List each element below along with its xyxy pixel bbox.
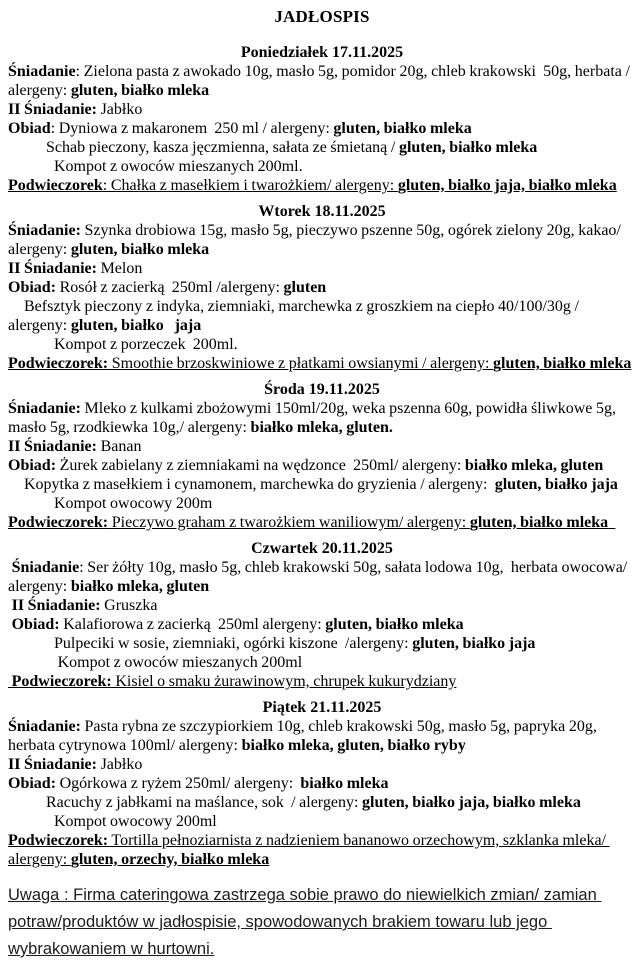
meal-line-text: Jabłko bbox=[96, 101, 143, 118]
meal-line-bold-text: białko mleka, gluten bbox=[70, 578, 210, 595]
meal-line-bold-text: gluten, białko mleka bbox=[325, 616, 464, 633]
meal-line bbox=[8, 354, 636, 373]
day-header: Środa 19.11.2025 bbox=[264, 381, 380, 398]
meal-line-text: Kompot owocowy 200m bbox=[54, 495, 213, 512]
meal-line-text: Kompot z owoców mieszanych 200ml. bbox=[54, 158, 303, 175]
meal-line-text: Melon bbox=[96, 260, 143, 277]
meal-line-bold-text: białko mleka, gluten bbox=[464, 457, 604, 474]
meal-line bbox=[8, 793, 636, 812]
meal-line-bold-text: gluten, białko mleka bbox=[469, 514, 609, 531]
day-section bbox=[8, 698, 636, 869]
day-header: Wtorek 18.11.2025 bbox=[258, 203, 386, 220]
meal-line bbox=[8, 672, 636, 691]
meal-line-text: : Chałka z masełkiem i twarożkiem/ alergeny: bbox=[102, 177, 398, 194]
day-section bbox=[8, 202, 636, 373]
meal-line bbox=[8, 494, 636, 513]
meal-line-text: Racuchy z jabłkami na maślance, sok / alergeny: bbox=[46, 794, 362, 811]
meal-line-text bbox=[608, 514, 615, 531]
meal-line-bold-text: II Śniadanie: bbox=[8, 260, 97, 277]
meal-line-bold-text: gluten, białko mleka bbox=[333, 120, 472, 137]
day-header: Czwartek 20.11.2025 bbox=[251, 540, 393, 557]
meal-line-bold-text: Obiad: bbox=[8, 279, 57, 296]
meal-line-text: : Ser żółty 10g, masło 5g, chleb krakowski 50g, sałata lodowa 10g, herbata owocowa/ alergeny: bbox=[8, 559, 631, 595]
meal-line-bold-text: Śniadanie bbox=[11, 559, 80, 576]
meal-line-bold-text: II Śniadanie: bbox=[8, 101, 97, 118]
meal-line-text: Pasta rybna ze szczypiorkiem 10g, chleb krakowski 50g, masło 5g, papryka 20g, herbata cytrynowa 100ml/ alergeny: bbox=[8, 718, 605, 754]
meal-line-text: Pieczywo graham z twarożkiem waniliowym/ alergeny: bbox=[108, 514, 470, 531]
meal-line bbox=[8, 653, 636, 672]
meal-line-text: Kisiel o smaku żurawinowym, chrupek kukurydziany bbox=[111, 673, 457, 690]
meal-line bbox=[8, 831, 636, 869]
meal-line bbox=[8, 176, 636, 195]
menu-days bbox=[8, 43, 636, 869]
meal-line-bold-text: Obiad bbox=[8, 120, 51, 137]
meal-line-text: Mleko z kulkami zbożowymi 150ml/20g, weka pszenna 60g, powidła śliwkowe 5g, masło 5g, rzodkiewka 10g,/ alergeny: bbox=[8, 400, 620, 436]
meal-line bbox=[8, 774, 636, 793]
meal-line-bold-text: gluten, białko mleka bbox=[70, 241, 210, 258]
meal-line-text: Ogórkowa z ryżem 250ml/ alergeny: bbox=[56, 775, 301, 792]
meal-line bbox=[8, 335, 636, 354]
meal-line-bold-text: Śniadanie bbox=[8, 63, 76, 80]
meal-line bbox=[8, 119, 636, 138]
meal-line-text: Kopytka z masełkiem i cynamonem, marchewka do gryzienia / alergeny: bbox=[24, 476, 495, 493]
day-header: Piątek 21.11.2025 bbox=[262, 699, 382, 716]
meal-line bbox=[8, 278, 636, 297]
meal-line-bold-text: białko mleka, gluten. bbox=[250, 419, 393, 436]
meal-line bbox=[8, 138, 636, 157]
meal-line-text: Tortilla pełnoziarnista z nadzieniem bananowo orzechowym, szklanka mleka/ alergeny: bbox=[8, 832, 610, 868]
meal-line-bold-text: gluten, białko mleka bbox=[70, 82, 210, 99]
meal-line-bold-text: gluten, białko jaja bbox=[70, 317, 202, 334]
meal-line-text: Szynka drobiowa 15g, masło 5g, pieczywo pszenne 50g, ogórek zielony 20g, kakao/ alergeny: bbox=[8, 222, 625, 258]
meal-line-bold-text: gluten, orzechy, białko mleka bbox=[70, 851, 270, 868]
meal-line-bold-text: gluten, białko mleka bbox=[398, 139, 538, 156]
meal-line bbox=[8, 634, 636, 653]
meal-line-bold-text: białko mleka, gluten, białko ryby bbox=[241, 737, 466, 754]
meal-line-bold-text: gluten, białko jaja, białko mleka bbox=[362, 794, 581, 811]
meal-line-text: Kompot owocowy 200ml bbox=[54, 813, 217, 830]
meal-line-bold-text: Podwieczorek: bbox=[8, 514, 109, 531]
meal-line-bold-text: II Śniadanie: bbox=[8, 438, 97, 455]
meal-line-bold-text: gluten bbox=[283, 279, 327, 296]
meal-line-text: Rosół z zacierką 250ml /alergeny: bbox=[56, 279, 284, 296]
meal-line bbox=[8, 221, 636, 259]
meal-line-bold-text: Podwieczorek bbox=[8, 177, 103, 194]
meal-line-text: Befsztyk pieczony z indyka, ziemniaki, marchewka z groszkiem na ciepło 40/100/30g / alergeny: bbox=[8, 298, 583, 334]
meal-line-bold-text: gluten, białko mleka bbox=[493, 355, 632, 372]
meal-line-bold-text: Podwieczorek: bbox=[8, 832, 109, 849]
meal-line-bold-text: II Śniadanie: bbox=[8, 756, 97, 773]
meal-line-bold-text: gluten, białko jaja bbox=[412, 635, 536, 652]
meal-line bbox=[8, 297, 636, 335]
meal-line bbox=[8, 62, 636, 100]
page-title: JADŁOSPIS bbox=[274, 7, 370, 26]
meal-line bbox=[8, 399, 636, 437]
meal-line bbox=[8, 100, 636, 119]
meal-line-text: Kompot z owoców mieszanych 200ml bbox=[54, 654, 303, 671]
meal-line-bold-text: Podwieczorek: bbox=[8, 355, 109, 372]
meal-line-text: Banan bbox=[96, 438, 142, 455]
meal-line bbox=[8, 437, 636, 456]
meal-line-text: Żurek zabielany z ziemniakami na wędzonce 250ml/ alergeny: bbox=[56, 457, 465, 474]
meal-line bbox=[8, 812, 636, 831]
meal-line-bold-text: Śniadanie: bbox=[8, 222, 81, 239]
meal-line-text: Kalafiorowa z zacierką 250ml alergeny: bbox=[59, 616, 326, 633]
meal-line-bold-text: gluten, białko jaja bbox=[494, 476, 618, 493]
meal-line-bold-text: Obiad: bbox=[8, 775, 57, 792]
footer-note: Uwaga : Firma cateringowa zastrzega sobie prawo do niewielkich zmian/ zamian potraw/produktów w jadłospisie, spowodowanych brakiem towaru lub jego wybrakowaniem w hurtowni. bbox=[8, 886, 602, 958]
meal-line-bold-text: II Śniadanie: bbox=[11, 597, 101, 614]
meal-line bbox=[8, 259, 636, 278]
day-header: Poniedziałek 17.11.2025 bbox=[240, 44, 404, 61]
meal-line-text: : Zielona pasta z awokado 10g, masło 5g, pomidor 20g, chleb krakowski 50g, herbata / alergeny: bbox=[8, 63, 634, 99]
meal-line-bold-text: Obiad: bbox=[8, 457, 57, 474]
meal-line-bold-text: białko mleka bbox=[300, 775, 389, 792]
meal-line-text: Jabłko bbox=[96, 756, 143, 773]
day-section bbox=[8, 43, 636, 195]
meal-line-text: Schab pieczony, kasza jęczmienna, sałata ze śmietaną / bbox=[46, 139, 399, 156]
meal-line-bold-text: Śniadanie: bbox=[8, 400, 81, 417]
meal-line bbox=[8, 596, 636, 615]
meal-line bbox=[8, 475, 636, 494]
meal-line-text: Smoothie brzoskwiniowe z płatkami owsianymi / alergeny: bbox=[108, 355, 494, 372]
meal-line bbox=[8, 558, 636, 596]
meal-line bbox=[8, 157, 636, 176]
meal-line bbox=[8, 456, 636, 475]
meal-line-text: : Dyniowa z makaronem 250 ml / alergeny: bbox=[50, 120, 334, 137]
meal-line-bold-text: Śniadanie: bbox=[8, 718, 81, 735]
day-section bbox=[8, 539, 636, 691]
meal-line-bold-text: Obiad: bbox=[11, 616, 60, 633]
day-section bbox=[8, 380, 636, 532]
meal-line-bold-text: gluten, białko jaja, białko mleka bbox=[397, 177, 617, 194]
meal-line bbox=[8, 717, 636, 755]
meal-line bbox=[8, 755, 636, 774]
meal-line-text: Pulpeciki w sosie, ziemniaki, ogórki kiszone /alergeny: bbox=[54, 635, 413, 652]
meal-line-text: Gruszka bbox=[100, 597, 158, 614]
meal-line bbox=[8, 513, 636, 532]
meal-line-bold-text: Podwieczorek: bbox=[11, 673, 112, 690]
meal-line bbox=[8, 615, 636, 634]
meal-line-text: Kompot z porzeczek 200ml. bbox=[54, 336, 238, 353]
